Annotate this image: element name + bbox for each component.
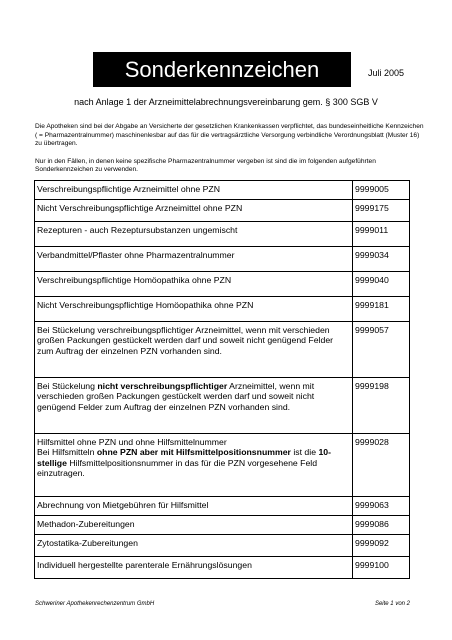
row-code: 9999040 bbox=[353, 272, 410, 297]
row-description-emphasis: 10-stellige bbox=[37, 447, 332, 468]
row-code: 9999100 bbox=[353, 557, 410, 579]
document-title: Sonderkennzeichen bbox=[124, 56, 320, 82]
row-description bbox=[35, 378, 353, 434]
document-title-box bbox=[93, 52, 351, 87]
intro-paragraph-1: Die Apotheken sind bei der Abgabe an Versicherte der gesetzlichen Krankenkassen verpflichtet, das bundeseinheitliche Kennzeichen ( = Pharmazentralnummer) maschinenlesbar auf das für die vertragsärztliche Versorgung verbindliche Verordnungsblatt (Muster 16) zu übertragen. bbox=[35, 123, 424, 148]
table-row bbox=[35, 557, 410, 579]
row-description: Nicht Verschreibungspflichtige Homöopathika ohne PZN bbox=[35, 297, 353, 322]
row-description: Verschreibungspflichtige Arzneimittel ohne PZN bbox=[35, 181, 353, 200]
row-description bbox=[35, 434, 353, 497]
row-code: 9999028 bbox=[353, 434, 410, 497]
table-row bbox=[35, 247, 410, 272]
row-description-text: Bei Stückelung bbox=[37, 381, 98, 391]
intro-paragraph-2: Nur in den Fällen, in denen keine spezifische Pharmazentralnummer vergeben ist sind die im folgenden aufgeführten Sonderkennzeichen zu verwenden. bbox=[35, 157, 376, 174]
row-description-emphasis: ohne PZN aber mit Hilfsmittelpositionsnummer bbox=[96, 447, 291, 458]
row-code: 9999181 bbox=[353, 297, 410, 322]
row-description-text: ist die bbox=[290, 447, 319, 458]
row-code: 9999175 bbox=[353, 200, 410, 222]
row-description-emphasis: nicht verschreibungspflichtiger bbox=[97, 381, 228, 391]
row-code: 9999011 bbox=[353, 222, 410, 247]
row-code: 9999057 bbox=[353, 322, 410, 378]
row-description-text: Hilfsmittelpositionsnummer in das für die PZN vorgesehene Feld einzutragen. bbox=[37, 457, 318, 479]
row-code: 9999198 bbox=[353, 378, 410, 434]
row-description: Abrechnung von Mietgebühren für Hilfsmittel bbox=[35, 497, 353, 516]
table-row bbox=[35, 497, 410, 516]
row-code: 9999063 bbox=[353, 497, 410, 516]
row-description: Methadon-Zubereitungen bbox=[35, 516, 353, 535]
table-row bbox=[35, 516, 410, 535]
table-row bbox=[35, 535, 410, 557]
row-code: 9999092 bbox=[353, 535, 410, 557]
row-description-text: Bei Hilfsmitteln bbox=[37, 447, 97, 458]
row-description: Rezepturen - auch Rezeptursubstanzen ungemischt bbox=[35, 222, 353, 247]
footer-page-number: Seite 1 von 2 bbox=[374, 601, 410, 607]
table-row bbox=[35, 200, 410, 222]
intro-text bbox=[35, 123, 425, 184]
row-description: Verschreibungspflichtige Homöopathika ohne PZN bbox=[35, 272, 353, 297]
row-description: Bei Stückelung verschreibungspflichtiger Arzneimittel, wenn mit verschieden großen Packungen gestückelt werden darf und soweit nicht genügend Felder zum Auftrag der einzelnen PZN vorhanden sind. bbox=[35, 322, 353, 378]
table-row bbox=[35, 272, 410, 297]
row-code: 9999034 bbox=[353, 247, 410, 272]
footer-company: Schweriner Apothekenrechenzentrum GmbH bbox=[35, 601, 155, 607]
row-description: Individuell hergestellte parenterale Ernährungslösungen bbox=[35, 557, 353, 579]
table-row bbox=[35, 378, 410, 434]
row-description: Nicht Verschreibungspflichtige Arzneimittel ohne PZN bbox=[35, 200, 353, 222]
row-code: 9999086 bbox=[353, 516, 410, 535]
special-codes-table bbox=[34, 180, 410, 579]
table-row bbox=[35, 322, 410, 378]
table-row bbox=[35, 434, 410, 497]
table-row bbox=[35, 222, 410, 247]
row-description-text: Arzneimittel, wenn mit verschieden großen Packungen gestückelt werden darf und soweit nicht genügend Felder zum Auftrag der einzelnen PZN vorhanden sind. bbox=[37, 381, 315, 412]
row-description: Zytostatika-Zubereitungen bbox=[35, 535, 353, 557]
table-row bbox=[35, 181, 410, 200]
row-description-text: Hilfsmittel ohne PZN und ohne Hilfsmittelnummer bbox=[37, 437, 227, 447]
row-description: Verbandmittel/Pflaster ohne Pharmazentralnummer bbox=[35, 247, 353, 272]
row-code: 9999005 bbox=[353, 181, 410, 200]
document-subtitle: nach Anlage 1 der Arzneimittelabrechnungsvereinbarung gem. § 300 SGB V bbox=[74, 97, 378, 107]
document-date: Juli 2005 bbox=[368, 68, 405, 78]
table-row bbox=[35, 297, 410, 322]
